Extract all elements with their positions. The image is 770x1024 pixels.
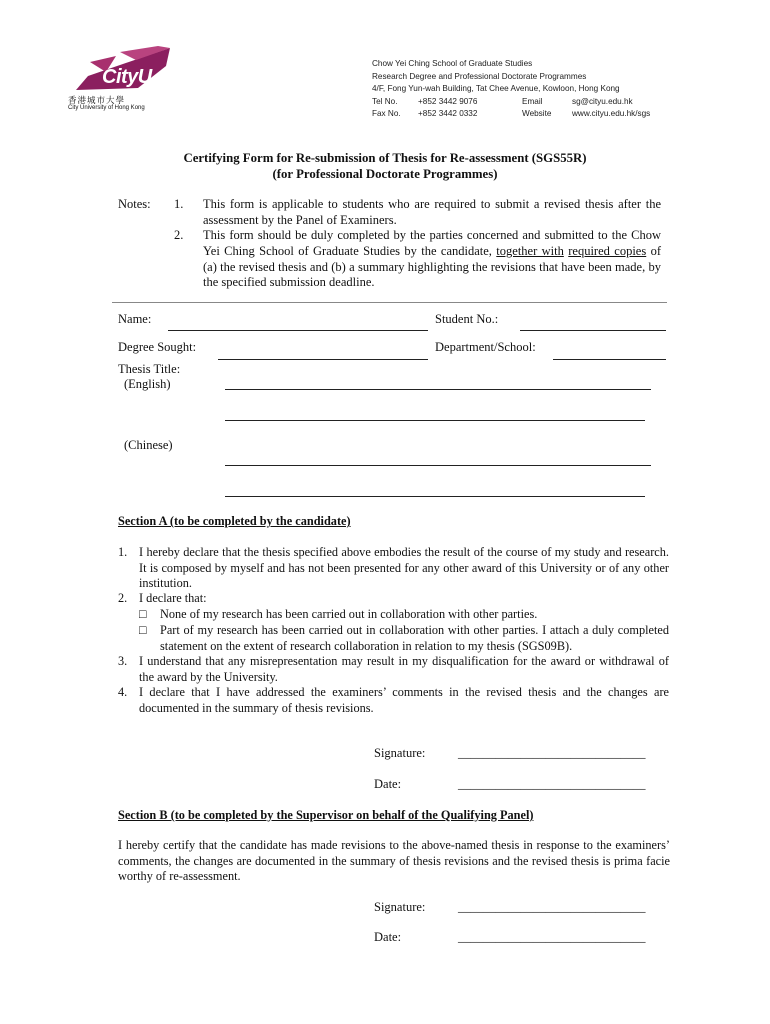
candidate-date-field[interactable]: ______________________________ <box>458 777 646 791</box>
email-value: sg@cityu.edu.hk <box>572 96 633 106</box>
email-label: Email <box>522 96 543 106</box>
declaration-2-number: 2. <box>118 591 128 605</box>
note-2-text: This form should be duly completed by the parties concerned and submitted to the Chow Yei Ching School of Graduate Studies by the candidate, together with required copies of (a) the revised thesis and (b) a summary highlighting the revisions that have been made, by the specified submission deadline. <box>203 228 662 290</box>
programme-office: Research Degree and Professional Doctorate Programmes <box>372 71 587 81</box>
chinese-title-field-2[interactable] <box>225 496 645 497</box>
declaration-1-number: 1. <box>118 545 128 559</box>
notes-label: Notes: <box>118 197 151 211</box>
website-label: Website <box>522 109 552 119</box>
collaboration-part-label: Part of my research has been carried out in collaboration with other parties. I attach a duly completed statement on the extent of research collaboration in relation to my thesis (SGS09B). <box>160 623 669 653</box>
chinese-title-label: (Chinese) <box>124 438 173 452</box>
chinese-title-field-1[interactable] <box>225 465 651 466</box>
department-label: Department/School: <box>435 340 536 354</box>
logo-wordmark: CityU <box>102 66 152 88</box>
candidate-signature-field[interactable]: ______________________________ <box>458 746 646 760</box>
address: 4/F, Fong Yun-wah Building, Tat Chee Avenue, Kowloon, Hong Kong <box>372 84 620 94</box>
english-title-field-1[interactable] <box>225 389 651 390</box>
fax-value: +852 3442 0332 <box>418 109 478 119</box>
supervisor-certification-text: I hereby certify that the candidate has made revisions to the above-named thesis in response to the examiners’ comments, the changes are documented in the summary of thesis revisions and the revised thesis is prima facie worthy of re-assessment. <box>118 838 670 884</box>
form-title-line2: (for Professional Doctorate Programmes) <box>272 167 498 181</box>
declaration-3-text: I understand that any misrepresentation may result in my disqualification for the award or withdrawal of the award by the University. <box>139 654 669 684</box>
fax-label: Fax No. <box>372 109 401 119</box>
collaboration-none-checkbox[interactable]: □ <box>139 607 147 621</box>
declaration-4-text: I declare that I have addressed the examiners’ comments in the revised thesis and the changes are documented in the summary of thesis revisions. <box>139 685 669 715</box>
supervisor-date-field[interactable]: ______________________________ <box>458 930 646 944</box>
note-2-underline-copies: required copies <box>568 243 647 258</box>
degree-field[interactable] <box>218 359 428 360</box>
candidate-signature-label: Signature: <box>374 746 426 760</box>
name-label: Name: <box>118 312 152 326</box>
form-title-line1: Certifying Form for Re-submission of Thesis for Re-assessment (SGS55R) <box>183 151 587 165</box>
department-field[interactable] <box>553 359 666 360</box>
school-name: Chow Yei Ching School of Graduate Studies <box>372 59 533 68</box>
supervisor-signature-field[interactable]: ______________________________ <box>458 900 646 914</box>
tel-label: Tel No. <box>372 96 398 106</box>
thesis-title-label: Thesis Title: <box>118 362 181 376</box>
section-b-heading: Section B (to be completed by the Supervisor on behalf of the Qualifying Panel) <box>118 808 534 822</box>
cityu-logo <box>66 46 176 118</box>
name-field[interactable] <box>168 330 428 331</box>
english-title-field-2[interactable] <box>225 420 645 421</box>
candidate-date-label: Date: <box>374 777 402 791</box>
note-1-number: 1. <box>174 197 184 211</box>
supervisor-signature-label: Signature: <box>374 900 426 914</box>
declaration-1-text: I hereby declare that the thesis specified above embodies the result of the course of my study and research. It is composed by myself and has not been presented for any other award of this University or of any other institution. <box>139 545 669 591</box>
note-1-text: This form is applicable to students who are required to submit a revised thesis after the assessment by the Panel of Examiners. <box>203 197 661 227</box>
logo-chinese-name: 香港城市大學 <box>68 96 126 106</box>
form-title <box>0 150 770 182</box>
school-address-block <box>372 58 650 121</box>
collaboration-none-label: None of my research has been carried out in collaboration with other parties. <box>160 607 538 621</box>
section-a-heading: Section A (to be completed by the candidate) <box>118 514 351 528</box>
logo-english-name: City University of Hong Kong <box>68 105 145 111</box>
supervisor-date-label: Date: <box>374 930 402 944</box>
declaration-2-text: I declare that: <box>139 591 207 605</box>
tel-value: +852 3442 9076 <box>418 96 478 106</box>
english-title-label: (English) <box>124 377 171 391</box>
declaration-3-number: 3. <box>118 654 128 668</box>
notes-divider <box>112 302 667 303</box>
collaboration-part-checkbox[interactable]: □ <box>139 623 147 637</box>
student-no-field[interactable] <box>520 330 666 331</box>
declaration-4-number: 4. <box>118 685 128 699</box>
note-2-number: 2. <box>174 228 184 242</box>
website-value: www.cityu.edu.hk/sgs <box>572 109 651 119</box>
note-2-underline-together: together with <box>496 243 564 258</box>
student-no-label: Student No.: <box>435 312 499 326</box>
degree-label: Degree Sought: <box>118 340 197 354</box>
